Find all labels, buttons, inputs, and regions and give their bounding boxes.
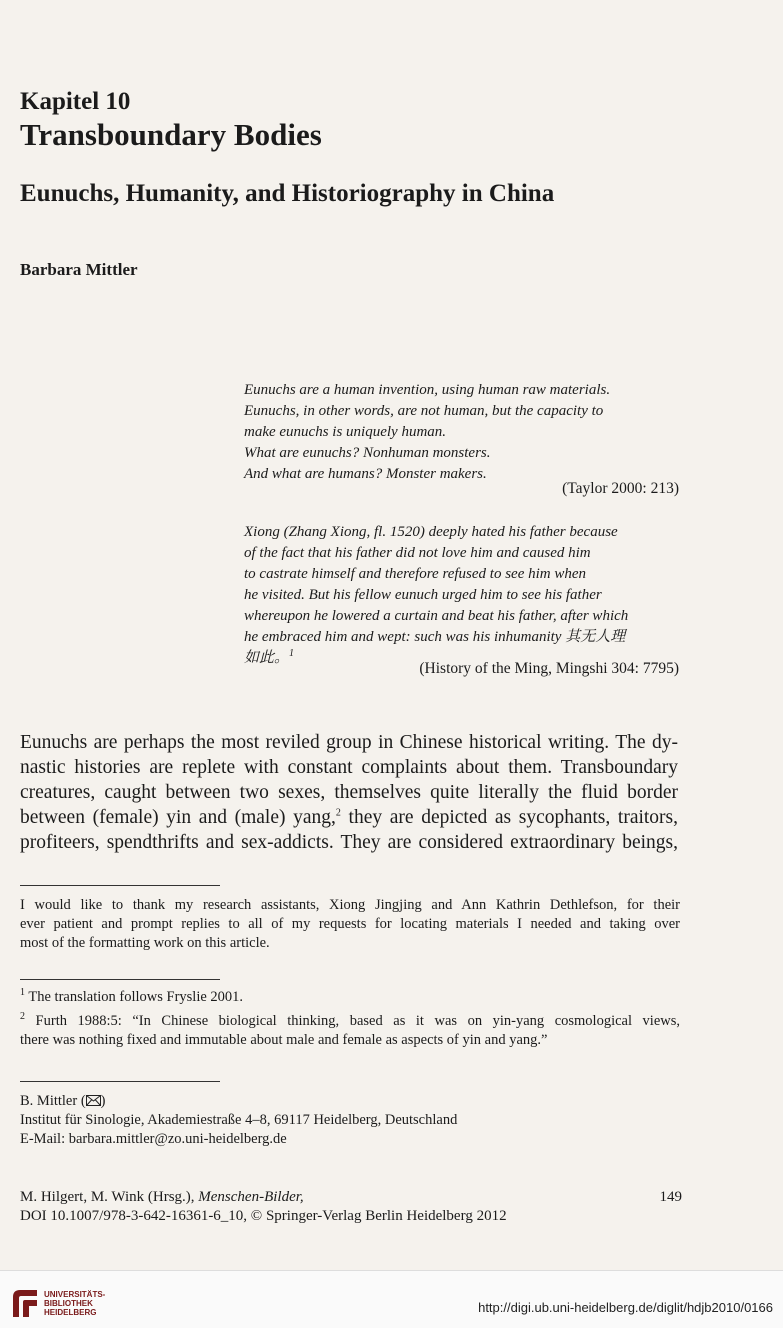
epigraph-source: (History of the Ming, Mingshi 304: 7795) [419,660,679,677]
contact-paren: ) [100,1093,106,1109]
viewer-bottom-bar [0,1270,783,1328]
envelope-icon[interactable] [86,1095,101,1106]
footer-book-title: Menschen-Bilder, [198,1189,304,1205]
footer [20,1188,682,1226]
author-name: Barbara Mittler [20,260,138,279]
epigraph-line: Eunuchs, in other words, are not human, but the capacity to [244,403,604,419]
epigraph-line: Xiong (Zhang Xiong, fl. 1520) deeply hated his father because [244,524,618,540]
body-line: Eunuchs are perhaps the most reviled group in Chinese historical writing. The dy- [20,732,678,753]
body-line-text: between (female) yin and (male) yang, [20,807,336,828]
note-line: I would like to thank my research assistants, Xiong Jingjing and Ann Kathrin Dethlefson, for their [20,897,680,913]
chapter-subtitle: Eunuchs, Humanity, and Historiography in China [20,180,555,207]
epigraph-line: he visited. But his fellow eunuch urged him to see his father [244,587,602,603]
chapter-label: Kapitel 10 [20,88,131,115]
note-line: there was nothing fixed and immutable about male and female as aspects of yin and yang.” [20,1032,548,1048]
body-line: nastic histories are replete with constant complaints about them. Transboundary [20,757,678,778]
note-line: ever patient and prompt replies to all of my requests for locating materials I needed and taking over [20,916,680,932]
permalink-url[interactable]: http://digi.ub.uni-heidelberg.de/diglit/hdjb2010/0166 [478,1300,773,1315]
footnote-divider [20,885,220,886]
footnote-2 [20,1012,680,1050]
epigraph-taylor [244,380,684,485]
footer-editors: M. Hilgert, M. Wink (Hrsg.), [20,1189,195,1205]
contact-email[interactable]: E-Mail: barbara.mittler@zo.uni-heidelberg.de [20,1131,287,1147]
logo-line: HEIDELBERG [44,1308,97,1317]
footer-doi: DOI 10.1007/978-3-642-16361-6_10, © Springer-Verlag Berlin Heidelberg 2012 [20,1208,507,1224]
epigraph-line: What are eunuchs? Nonhuman monsters. [244,445,491,461]
epigraph-source: (Taylor 2000: 213) [562,480,679,497]
author-contact-name: B. Mittler ( [20,1093,86,1109]
note-text: Furth 1988:5: “In Chinese biological thinking, based as it was on yin-yang cosmological views, [35,1013,680,1029]
footnote-divider [20,1081,220,1082]
page-number: 149 [659,1189,682,1205]
epigraph-line: And what are humans? Monster makers. [244,466,487,482]
epigraph-line: to castrate himself and therefore refused to see him when [244,566,587,582]
body-line [20,805,678,830]
body-line: profiteers, spendthrifts and sex-addicts. They are considered extraordinary beings, [20,832,678,853]
footnote-divider [20,979,220,980]
footnote-ref[interactable]: 2 [335,807,341,819]
logo-line: BIBLIOTHEK [44,1299,93,1308]
note-line [20,1012,680,1031]
contact-name [20,1092,680,1111]
note-text: The translation follows Fryslie 2001. [28,989,244,1005]
chapter-title: Transboundary Bodies [20,117,322,152]
epigraph-ming [244,522,684,669]
body-paragraph [20,730,678,855]
logo-line: UNIVERSITÄTS- [44,1290,106,1299]
epigraph-line: whereupon he lowered a curtain and beat his father, after which [244,608,629,624]
note-line [20,988,680,1007]
epigraph-line: make eunuchs is uniquely human. [244,424,447,440]
contact-institute: Institut für Sinologie, Akademiestraße 4–8, 69117 Heidelberg, Deutschland [20,1112,458,1128]
footnote-mark: 1 [20,987,25,999]
footer-citation [20,1188,682,1207]
epigraph-line: Eunuchs are a human invention, using human raw materials. [244,382,611,398]
footnote-mark: 2 [20,1011,25,1023]
body-line: creatures, caught between two sexes, themselves quite literally the fluid border [20,782,678,803]
acknowledgment-note [20,896,680,953]
library-logo-icon[interactable] [10,1287,40,1319]
epigraph-line: he embraced him and wept: such was his inhumanity 其无人理 [244,629,626,645]
note-line: most of the formatting work on this article. [20,935,270,951]
contact-info [20,1092,680,1149]
library-logo-text [44,1290,105,1317]
footnote-1 [20,988,680,1007]
epigraph-line-text: 如此。 [244,650,290,666]
footnote-ref[interactable]: 1 [289,648,295,659]
body-line-text: they are depicted as sycophants, traitors, [348,807,679,828]
epigraph-line: of the fact that his father did not love him and caused him [244,545,591,561]
